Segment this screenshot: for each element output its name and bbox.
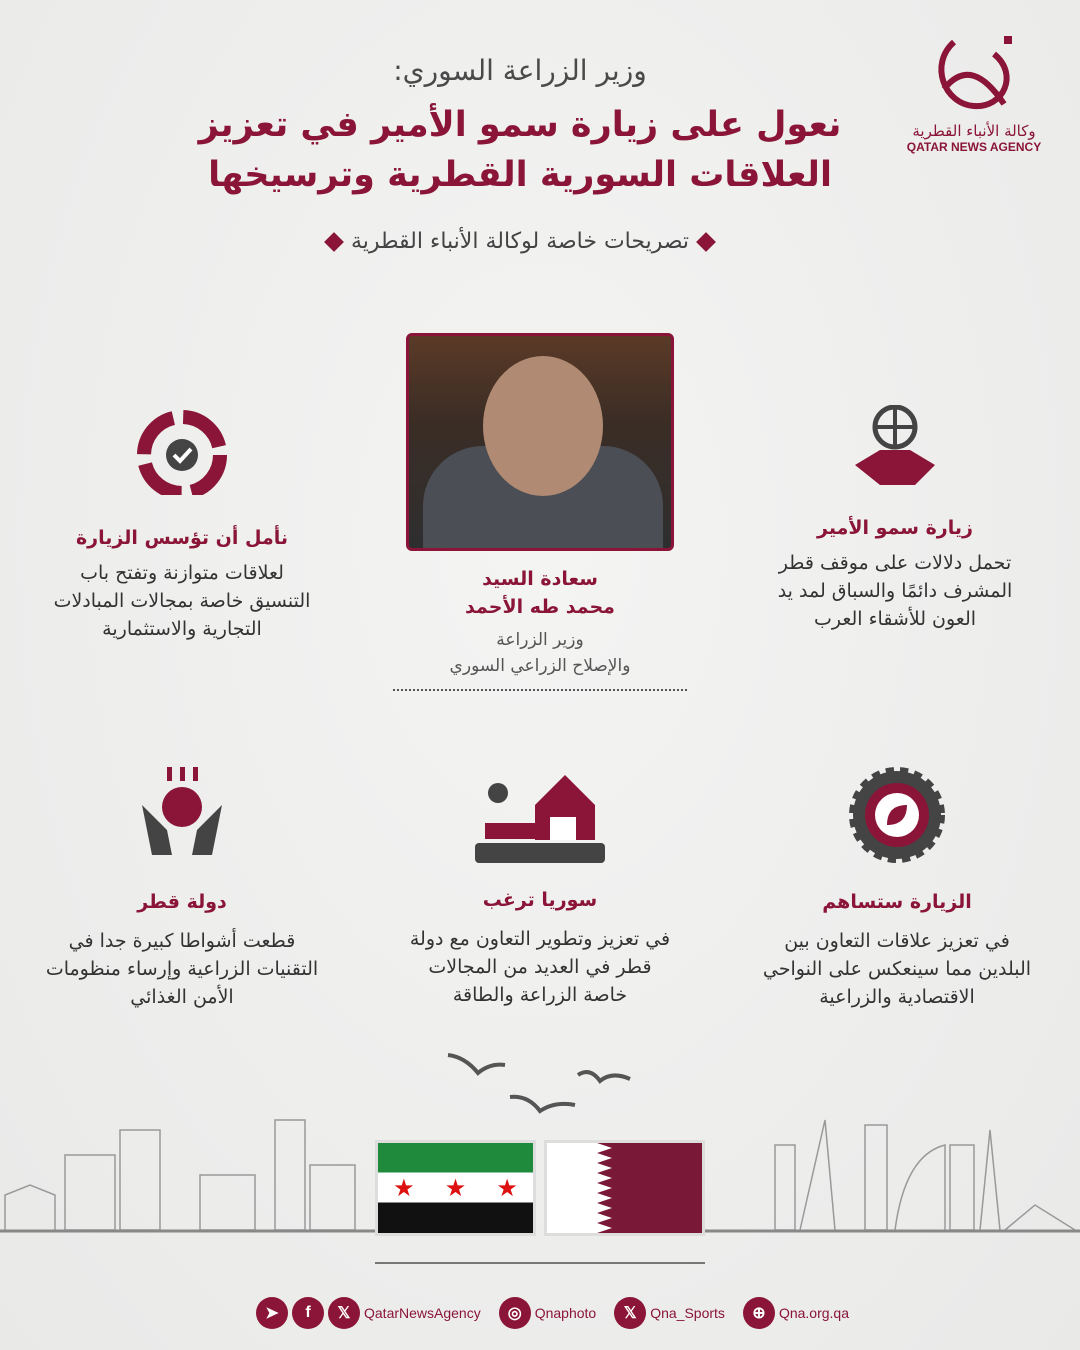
subtitle-text: تصريحات خاصة لوكالة الأنباء القطرية (350, 229, 690, 254)
skyline-left-icon (0, 1115, 375, 1235)
divider-dotted (393, 689, 687, 691)
point-title: زيارة سمو الأمير (817, 517, 973, 539)
person-title: سعادة السيد (482, 568, 598, 590)
brand-name-en: QATAR NEWS AGENCY (906, 140, 1042, 154)
sports-handle[interactable]: Qna_Sports (650, 1305, 725, 1321)
website-link[interactable]: Qna.org.qa (778, 1305, 849, 1321)
x-icon[interactable]: 𝕏 (328, 1297, 360, 1329)
x-icon[interactable]: 𝕏 (614, 1297, 646, 1329)
headline (199, 100, 842, 200)
point-text: في تعزيز علاقات التعاون بين البلدين مما سينعكس على النواحي الاقتصادية والزراعية (762, 930, 1032, 1008)
brand-name-ar: وكالة الأنباء القطرية (912, 122, 1036, 140)
qna-logo-icon (924, 34, 1024, 112)
point-text: لعلاقات متوازنة وتفتح باب التنسيق خاصة بمجالات المبادلات التجارية والاستثمارية (53, 562, 311, 640)
subtitle (327, 226, 713, 258)
person-name: محمد طه الأحمد (465, 596, 615, 618)
social-website[interactable] (743, 1297, 849, 1329)
footer-social (256, 1297, 859, 1329)
skyline-right-icon (705, 1115, 1080, 1235)
farm-barn-icon (470, 765, 610, 865)
point-emir-visit (735, 405, 1055, 633)
social-instagram[interactable] (499, 1297, 597, 1329)
point-title: الزيارة ستساهم (822, 891, 972, 913)
qatar-flag-serration (547, 1143, 617, 1233)
person-role-1: وزير الزراعة (496, 630, 584, 650)
point-title: سوريا ترغب (482, 889, 598, 911)
facebook-icon[interactable]: f (292, 1297, 324, 1329)
point-text: تحمل دلالات على موقف قطر المشرف دائمًا والسباق لمد يد العون للأشقاء العرب (777, 552, 1013, 630)
handshake-globe-icon (840, 405, 950, 495)
birds-icon (440, 1045, 640, 1120)
diamond-icon (324, 232, 344, 252)
photo-head (483, 356, 603, 496)
person-role-2: والإصلاح الزراعي السوري (449, 656, 631, 676)
headline-line-1: نعول على زيارة سمو الأمير في تعزيز (198, 105, 842, 145)
leaf-gear-icon (842, 765, 952, 865)
point-title: دولة قطر (137, 891, 227, 913)
person-info (390, 566, 690, 678)
main-account-handle[interactable]: QatarNewsAgency (364, 1305, 481, 1321)
instagram-handle[interactable]: Qnaphoto (534, 1305, 597, 1321)
qna-logo (904, 34, 1044, 154)
syria-flag (378, 1143, 533, 1233)
point-text: في تعزيز وتطوير التعاون مع دولة قطر في العديد من المجالات خاصة الزراعة والطاقة (409, 928, 671, 1006)
point-visit-contribute (737, 765, 1057, 1011)
headline-line-2: العلاقات السورية القطرية وترسيخها (208, 155, 832, 195)
header (150, 52, 890, 258)
point-syria-wants (370, 765, 710, 1009)
point-text: قطعت أشواطا كبيرة جدا في التقنيات الزراعية وإرساء منظومات الأمن الغذائي (45, 930, 319, 1008)
point-title: نأمل أن تؤسس الزيارة (75, 527, 289, 549)
point-qatar (22, 765, 342, 1011)
telegram-icon[interactable]: ➤ (256, 1297, 288, 1329)
point-hope (22, 405, 342, 643)
recycle-check-icon (127, 405, 237, 495)
minister-photo (406, 333, 674, 551)
globe-icon[interactable]: ⊕ (743, 1297, 775, 1329)
instagram-icon[interactable]: ◎ (499, 1297, 531, 1329)
social-main[interactable] (256, 1297, 481, 1329)
diamond-icon (696, 232, 716, 252)
hands-holding-icon (127, 765, 237, 865)
qatar-flag (547, 1143, 702, 1233)
social-sports[interactable] (614, 1297, 725, 1329)
footer-divider (375, 1262, 705, 1264)
flag-stars-icon: ★ ★ ★ (393, 1174, 518, 1202)
kicker: وزير الزراعة السوري: (393, 54, 647, 87)
